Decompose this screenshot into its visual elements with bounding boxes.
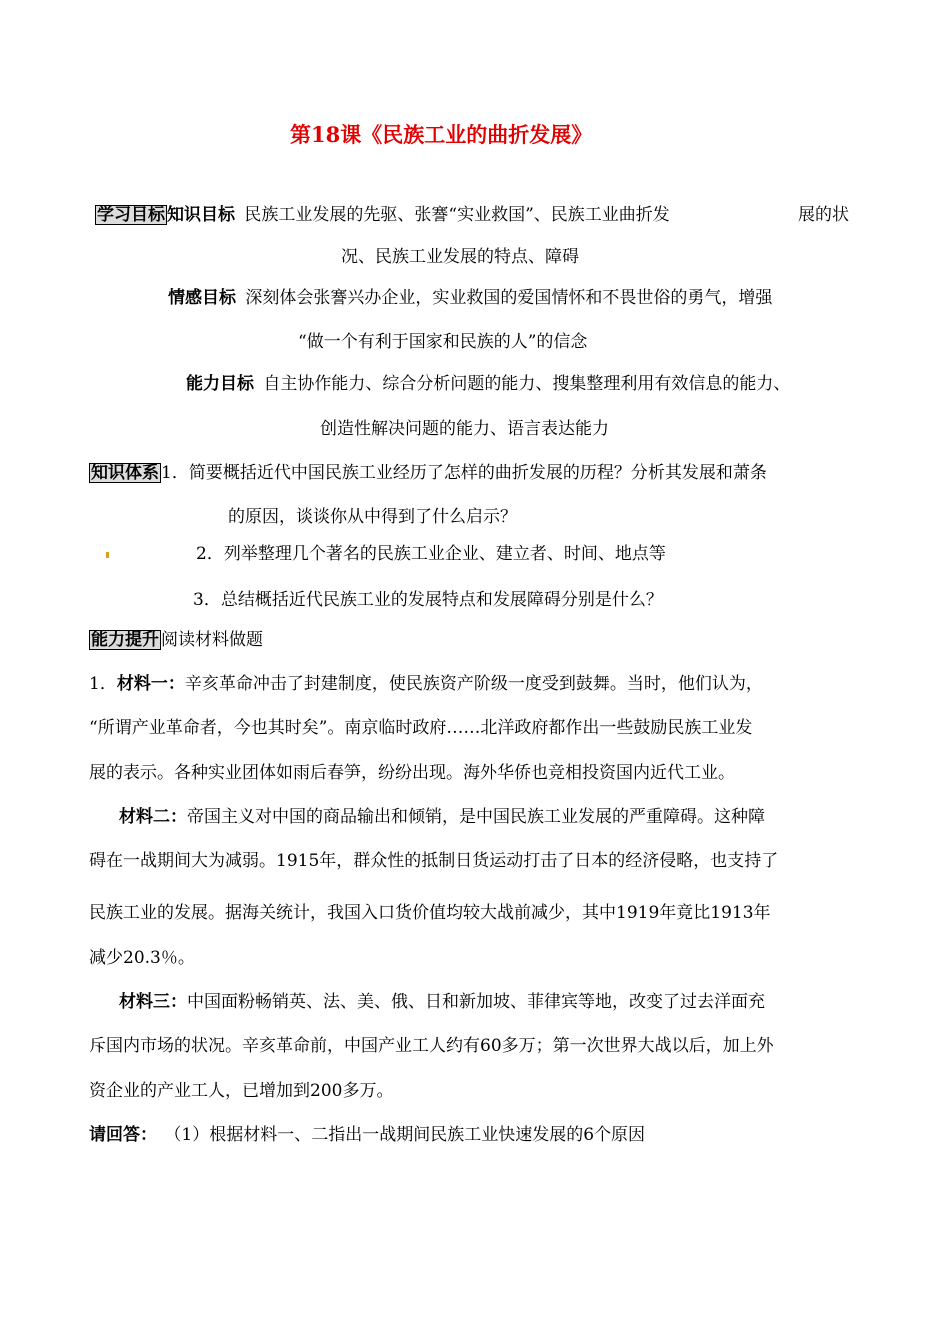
material-2-line3: 民族工业的发展。据海关统计，我国入口货价值均较大战前减少，其中1919年竟比1913年 [89, 903, 771, 923]
ability-goal-label: 能力目标 [186, 374, 254, 394]
knowledge-goal-tail: 展的状 [798, 205, 849, 225]
material-3-line3: 资企业的产业工人，已增加到200多万。 [89, 1081, 394, 1101]
material-1-text: 辛亥革命冲击了封建制度，使民族资产阶级一度受到鼓舞。当时，他们认为， [184, 674, 763, 694]
emotion-goal-label: 情感目标 [168, 288, 236, 308]
knowledge-item-3: 3．总结概括近代民族工业的发展特点和发展障碍分别是什么？ [193, 590, 663, 610]
ability-improve-label: 能力提升 [91, 630, 159, 650]
material-3-label: 材料三： [119, 992, 187, 1012]
knowledge-system-label: 知识体系 [91, 463, 159, 483]
knowledge-item-2: 2．列举整理几个著名的民族工业企业、建立者、时间、地点等 [196, 544, 666, 564]
objectives-line1 [95, 204, 670, 226]
page-title: 第18课《民族工业的曲折发展》 [290, 122, 593, 147]
material-2-text: 帝国主义对中国的商品输出和倾销，是中国民族工业发展的严重障碍。这种障 [187, 807, 765, 827]
material-2-line2: 碍在一战期间大为减弱。1915年，群众性的抵制日货运动打击了日本的经济侵略，也支持了 [89, 851, 779, 871]
material-1-line1 [89, 673, 763, 695]
ability-improve-line [89, 629, 263, 651]
emotion-goal-text: 深刻体会张謇兴办企业，实业救国的爱国情怀和不畏世俗的勇气，增强 [245, 288, 773, 308]
material-1-label: 材料一： [116, 674, 185, 694]
mark-dot [106, 552, 109, 558]
knowledge-item-1-cont: 的原因，谈谈你从中得到了什么启示？ [228, 507, 517, 527]
answer-label: 请回答： [89, 1125, 157, 1145]
material-1-line3: 展的表示。各种实业团体如雨后春笋，纷纷出现。海外华侨也竞相投资国内近代工业。 [89, 763, 735, 783]
knowledge-goal-label: 知识目标 [167, 205, 235, 225]
knowledge-item-1: 1．简要概括近代中国民族工业经历了怎样的曲折发展的历程？分析其发展和萧条 [161, 463, 767, 483]
knowledge-goal-text-2: 况、民族工业发展的特点、障碍 [341, 247, 579, 267]
knowledge-goal-text: 民族工业发展的先驱、张謇“实业救国”、民族工业曲折发 [244, 205, 670, 225]
answer-question-1: （1）根据材料一、二指出一战期间民族工业快速发展的6个原因 [164, 1125, 646, 1145]
material-2-label: 材料二： [119, 807, 187, 827]
ability-goal-text: 自主协作能力、综合分析问题的能力、搜集整理利用有效信息的能力、 [263, 374, 791, 394]
question-number: 1． [89, 674, 117, 694]
material-3-text: 中国面粉畅销英、法、美、俄、日和新加坡、菲律宾等地，改变了过去洋面充 [187, 992, 765, 1012]
material-2-line4: 减少20.3％。 [89, 948, 195, 968]
emotion-goal-text-2: “做一个有利于国家和民族的人”的信念 [298, 332, 588, 352]
material-3-line2: 斥国内市场的状况。辛亥革命前，中国产业工人约有60多万；第一次世界大战以后，加上外 [89, 1036, 774, 1056]
objectives-section-label: 学习目标 [97, 205, 165, 225]
answer-line [89, 1124, 645, 1146]
knowledge-system-line1 [89, 462, 767, 484]
material-3-line1 [119, 991, 765, 1013]
ability-goal-text-2: 创造性解决问题的能力、语言表达能力 [320, 419, 609, 439]
ability-improve-intro: 阅读材料做题 [161, 630, 263, 650]
material-1-line2: “所谓产业革命者，今也其时矣”。南京临时政府……北洋政府都作出一些鼓励民族工业发 [89, 718, 753, 738]
material-2-line1 [119, 806, 765, 828]
ability-goal-line1 [186, 373, 790, 395]
emotion-goal-line1 [168, 287, 772, 309]
